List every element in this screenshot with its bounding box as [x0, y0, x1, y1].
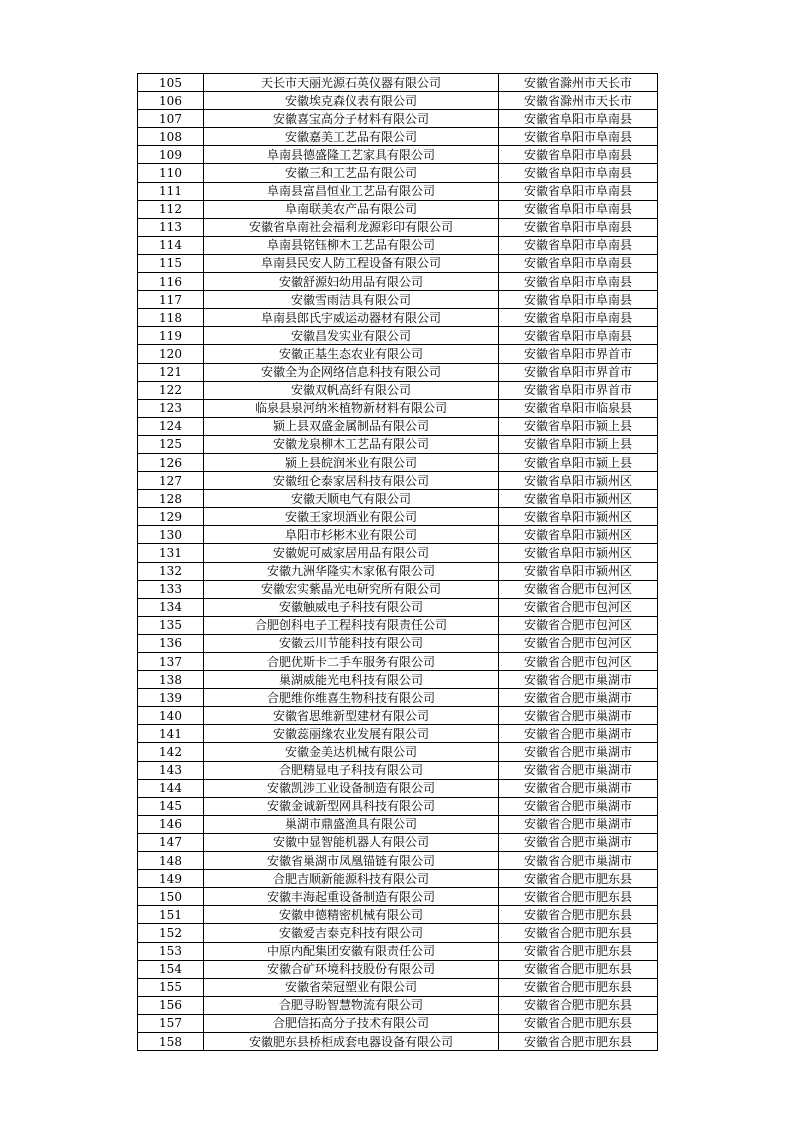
row-number-cell: 154 — [138, 960, 204, 978]
location-cell: 安徽省合肥市肥东县 — [499, 978, 658, 996]
table-row — [138, 779, 658, 797]
company-name-cell: 合肥吉顺新能源科技有限公司 — [204, 870, 499, 888]
table-row — [138, 309, 658, 327]
location-cell: 安徽省阜阳市阜南县 — [499, 218, 658, 236]
table-row — [138, 273, 658, 291]
location-cell: 安徽省合肥市肥东县 — [499, 960, 658, 978]
company-name-cell: 颍上县双盛金属制品有限公司 — [204, 417, 499, 435]
row-number-cell: 109 — [138, 146, 204, 164]
location-cell: 安徽省阜阳市颍上县 — [499, 435, 658, 453]
location-cell: 安徽省合肥市巢湖市 — [499, 779, 658, 797]
company-name-cell: 阜南县德盛隆工艺家具有限公司 — [204, 146, 499, 164]
table-row — [138, 1014, 658, 1032]
location-cell: 安徽省合肥市肥东县 — [499, 870, 658, 888]
company-name-cell: 阜南县铭钰柳木工艺品有限公司 — [204, 236, 499, 254]
company-name-cell: 颍上县皖润米业有限公司 — [204, 453, 499, 471]
company-name-cell: 安徽省思维新型建材有限公司 — [204, 707, 499, 725]
row-number-cell: 106 — [138, 92, 204, 110]
row-number-cell: 131 — [138, 544, 204, 562]
company-name-cell: 安徽妮可威家居用品有限公司 — [204, 544, 499, 562]
row-number-cell: 112 — [138, 200, 204, 218]
company-name-cell: 安徽金美达机械有限公司 — [204, 743, 499, 761]
location-cell: 安徽省阜阳市界首市 — [499, 363, 658, 381]
table-row — [138, 363, 658, 381]
company-name-cell: 阜南县民安人防工程设备有限公司 — [204, 254, 499, 272]
row-number-cell: 132 — [138, 562, 204, 580]
table-row — [138, 435, 658, 453]
table-row — [138, 92, 658, 110]
table-row — [138, 906, 658, 924]
table-row — [138, 689, 658, 707]
company-name-cell: 安徽肥东县桥柜成套电器设备有限公司 — [204, 1032, 499, 1050]
row-number-cell: 142 — [138, 743, 204, 761]
row-number-cell: 116 — [138, 273, 204, 291]
table-row — [138, 164, 658, 182]
location-cell: 安徽省合肥市肥东县 — [499, 888, 658, 906]
table-row — [138, 852, 658, 870]
row-number-cell: 107 — [138, 110, 204, 128]
company-name-cell: 安徽省荣冠塑业有限公司 — [204, 978, 499, 996]
location-cell: 安徽省合肥市肥东县 — [499, 1014, 658, 1032]
location-cell: 安徽省阜阳市阜南县 — [499, 273, 658, 291]
table-row — [138, 74, 658, 92]
company-name-cell: 安徽丰海起重设备制造有限公司 — [204, 888, 499, 906]
company-table-body — [138, 74, 658, 1051]
location-cell: 安徽省阜阳市颍州区 — [499, 472, 658, 490]
row-number-cell: 137 — [138, 653, 204, 671]
company-name-cell: 巢湖市鼎盛渔具有限公司 — [204, 815, 499, 833]
company-name-cell: 安徽嘉美工艺品有限公司 — [204, 128, 499, 146]
table-row — [138, 508, 658, 526]
row-number-cell: 125 — [138, 435, 204, 453]
company-name-cell: 安徽触威电子科技有限公司 — [204, 598, 499, 616]
table-row — [138, 653, 658, 671]
row-number-cell: 141 — [138, 725, 204, 743]
location-cell: 安徽省合肥市包河区 — [499, 616, 658, 634]
table-row — [138, 345, 658, 363]
location-cell: 安徽省阜阳市界首市 — [499, 345, 658, 363]
row-number-cell: 117 — [138, 291, 204, 309]
table-row — [138, 562, 658, 580]
row-number-cell: 138 — [138, 671, 204, 689]
company-name-cell: 安徽省阜南社会福利龙源彩印有限公司 — [204, 218, 499, 236]
company-name-cell: 安徽纽仑泰家居科技有限公司 — [204, 472, 499, 490]
table-row — [138, 870, 658, 888]
location-cell: 安徽省合肥市包河区 — [499, 653, 658, 671]
row-number-cell: 140 — [138, 707, 204, 725]
company-name-cell: 合肥精显电子科技有限公司 — [204, 761, 499, 779]
company-name-cell: 安徽舒源妇幼用品有限公司 — [204, 273, 499, 291]
location-cell: 安徽省滁州市天长市 — [499, 92, 658, 110]
row-number-cell: 139 — [138, 689, 204, 707]
company-name-cell: 中原内配集团安徽有限责任公司 — [204, 942, 499, 960]
table-row — [138, 942, 658, 960]
row-number-cell: 113 — [138, 218, 204, 236]
company-name-cell: 临泉县泉河纳米植物新材料有限公司 — [204, 399, 499, 417]
row-number-cell: 151 — [138, 906, 204, 924]
location-cell: 安徽省合肥市包河区 — [499, 634, 658, 652]
company-name-cell: 安徽九洲华隆实木家俬有限公司 — [204, 562, 499, 580]
location-cell: 安徽省阜阳市颍州区 — [499, 508, 658, 526]
row-number-cell: 145 — [138, 797, 204, 815]
location-cell: 安徽省滁州市天长市 — [499, 74, 658, 92]
row-number-cell: 114 — [138, 236, 204, 254]
company-name-cell: 阜南县郎氏宇威运动器材有限公司 — [204, 309, 499, 327]
row-number-cell: 149 — [138, 870, 204, 888]
table-row — [138, 417, 658, 435]
row-number-cell: 115 — [138, 254, 204, 272]
location-cell: 安徽省合肥市巢湖市 — [499, 689, 658, 707]
company-name-cell: 合肥优斯卡二手车服务有限公司 — [204, 653, 499, 671]
table-row — [138, 218, 658, 236]
row-number-cell: 155 — [138, 978, 204, 996]
location-cell: 安徽省合肥市巢湖市 — [499, 707, 658, 725]
location-cell: 安徽省阜阳市阜南县 — [499, 164, 658, 182]
table-row — [138, 833, 658, 851]
row-number-cell: 127 — [138, 472, 204, 490]
company-name-cell: 天长市天丽光源石英仪器有限公司 — [204, 74, 499, 92]
row-number-cell: 108 — [138, 128, 204, 146]
row-number-cell: 124 — [138, 417, 204, 435]
location-cell: 安徽省阜阳市阜南县 — [499, 146, 658, 164]
row-number-cell: 110 — [138, 164, 204, 182]
row-number-cell: 118 — [138, 309, 204, 327]
row-number-cell: 119 — [138, 327, 204, 345]
company-name-cell: 巢湖威能光电科技有限公司 — [204, 671, 499, 689]
company-name-cell: 安徽雪雨洁具有限公司 — [204, 291, 499, 309]
location-cell: 安徽省合肥市巢湖市 — [499, 815, 658, 833]
row-number-cell: 148 — [138, 852, 204, 870]
row-number-cell: 152 — [138, 924, 204, 942]
table-row — [138, 472, 658, 490]
row-number-cell: 136 — [138, 634, 204, 652]
company-name-cell: 安徽云川节能科技有限公司 — [204, 634, 499, 652]
location-cell: 安徽省阜阳市颍州区 — [499, 562, 658, 580]
company-name-cell: 合肥创科电子工程科技有限责任公司 — [204, 616, 499, 634]
row-number-cell: 157 — [138, 1014, 204, 1032]
location-cell: 安徽省阜阳市阜南县 — [499, 309, 658, 327]
table-row — [138, 996, 658, 1014]
table-row — [138, 743, 658, 761]
location-cell: 安徽省合肥市巢湖市 — [499, 761, 658, 779]
row-number-cell: 123 — [138, 399, 204, 417]
row-number-cell: 146 — [138, 815, 204, 833]
location-cell: 安徽省阜阳市颍州区 — [499, 544, 658, 562]
table-row — [138, 888, 658, 906]
table-row — [138, 707, 658, 725]
location-cell: 安徽省阜阳市阜南县 — [499, 291, 658, 309]
row-number-cell: 105 — [138, 74, 204, 92]
table-row — [138, 110, 658, 128]
table-row — [138, 598, 658, 616]
company-name-cell: 阜阳市杉彬木业有限公司 — [204, 526, 499, 544]
location-cell: 安徽省合肥市肥东县 — [499, 906, 658, 924]
row-number-cell: 126 — [138, 453, 204, 471]
row-number-cell: 121 — [138, 363, 204, 381]
table-row — [138, 182, 658, 200]
company-name-cell: 安徽中显智能机器人有限公司 — [204, 833, 499, 851]
table-row — [138, 490, 658, 508]
location-cell: 安徽省阜阳市阜南县 — [499, 327, 658, 345]
table-row — [138, 200, 658, 218]
row-number-cell: 130 — [138, 526, 204, 544]
table-row — [138, 725, 658, 743]
location-cell: 安徽省阜阳市阜南县 — [499, 128, 658, 146]
table-row — [138, 544, 658, 562]
company-name-cell: 安徽申德精密机械有限公司 — [204, 906, 499, 924]
table-row — [138, 580, 658, 598]
company-name-cell: 安徽合矿环境科技股份有限公司 — [204, 960, 499, 978]
location-cell: 安徽省合肥市肥东县 — [499, 996, 658, 1014]
row-number-cell: 147 — [138, 833, 204, 851]
row-number-cell: 120 — [138, 345, 204, 363]
table-row — [138, 453, 658, 471]
table-row — [138, 526, 658, 544]
location-cell: 安徽省阜阳市界首市 — [499, 381, 658, 399]
company-name-cell: 安徽蕊丽缘农业发展有限公司 — [204, 725, 499, 743]
table-row — [138, 634, 658, 652]
location-cell: 安徽省合肥市巢湖市 — [499, 852, 658, 870]
location-cell: 安徽省合肥市肥东县 — [499, 942, 658, 960]
company-name-cell: 阜南县富昌恒业工艺品有限公司 — [204, 182, 499, 200]
location-cell: 安徽省合肥市巢湖市 — [499, 743, 658, 761]
table-row — [138, 978, 658, 996]
row-number-cell: 133 — [138, 580, 204, 598]
row-number-cell: 122 — [138, 381, 204, 399]
company-name-cell: 阜南联美农产品有限公司 — [204, 200, 499, 218]
company-name-cell: 安徽双帆高纤有限公司 — [204, 381, 499, 399]
location-cell: 安徽省阜阳市颍州区 — [499, 490, 658, 508]
row-number-cell: 158 — [138, 1032, 204, 1050]
company-table — [137, 73, 658, 1051]
table-row — [138, 291, 658, 309]
table-row — [138, 924, 658, 942]
row-number-cell: 134 — [138, 598, 204, 616]
location-cell: 安徽省合肥市巢湖市 — [499, 797, 658, 815]
table-row — [138, 381, 658, 399]
table-row — [138, 254, 658, 272]
location-cell: 安徽省合肥市巢湖市 — [499, 725, 658, 743]
table-row — [138, 797, 658, 815]
location-cell: 安徽省合肥市包河区 — [499, 580, 658, 598]
table-row — [138, 146, 658, 164]
location-cell: 安徽省阜阳市颍上县 — [499, 453, 658, 471]
company-name-cell: 安徽天顺电气有限公司 — [204, 490, 499, 508]
table-row — [138, 399, 658, 417]
table-row — [138, 1032, 658, 1050]
company-name-cell: 安徽全为企网络信息科技有限公司 — [204, 363, 499, 381]
company-name-cell: 安徽昌发实业有限公司 — [204, 327, 499, 345]
company-name-cell: 安徽正基生态农业有限公司 — [204, 345, 499, 363]
location-cell: 安徽省阜阳市阜南县 — [499, 182, 658, 200]
company-name-cell: 合肥维你维喜生物科技有限公司 — [204, 689, 499, 707]
company-name-cell: 安徽三和工艺品有限公司 — [204, 164, 499, 182]
row-number-cell: 143 — [138, 761, 204, 779]
location-cell: 安徽省阜阳市颍州区 — [499, 526, 658, 544]
row-number-cell: 111 — [138, 182, 204, 200]
company-name-cell: 安徽宏实紫晶光电研究所有限公司 — [204, 580, 499, 598]
location-cell: 安徽省阜阳市阜南县 — [499, 254, 658, 272]
location-cell: 安徽省阜阳市阜南县 — [499, 236, 658, 254]
table-row — [138, 815, 658, 833]
location-cell: 安徽省阜阳市阜南县 — [499, 200, 658, 218]
company-name-cell: 安徽凯涉工业设备制造有限公司 — [204, 779, 499, 797]
table-row — [138, 761, 658, 779]
company-name-cell: 安徽龙泉柳木工艺品有限公司 — [204, 435, 499, 453]
company-name-cell: 合肥寻盼智慧物流有限公司 — [204, 996, 499, 1014]
company-name-cell: 安徽爱吉泰克科技有限公司 — [204, 924, 499, 942]
row-number-cell: 135 — [138, 616, 204, 634]
location-cell: 安徽省合肥市肥东县 — [499, 924, 658, 942]
company-name-cell: 安徽省巢湖市凤凰锚链有限公司 — [204, 852, 499, 870]
row-number-cell: 129 — [138, 508, 204, 526]
table-row — [138, 616, 658, 634]
location-cell: 安徽省合肥市包河区 — [499, 598, 658, 616]
location-cell: 安徽省阜阳市临泉县 — [499, 399, 658, 417]
table-row — [138, 128, 658, 146]
location-cell: 安徽省合肥市巢湖市 — [499, 833, 658, 851]
location-cell: 安徽省合肥市肥东县 — [499, 1032, 658, 1050]
row-number-cell: 150 — [138, 888, 204, 906]
table-row — [138, 671, 658, 689]
table-row — [138, 236, 658, 254]
row-number-cell: 156 — [138, 996, 204, 1014]
table-row — [138, 327, 658, 345]
company-name-cell: 安徽王家坝酒业有限公司 — [204, 508, 499, 526]
location-cell: 安徽省阜阳市阜南县 — [499, 110, 658, 128]
location-cell: 安徽省阜阳市颍上县 — [499, 417, 658, 435]
company-name-cell: 安徽金诚新型网具科技有限公司 — [204, 797, 499, 815]
row-number-cell: 128 — [138, 490, 204, 508]
company-name-cell: 安徽埃克森仪表有限公司 — [204, 92, 499, 110]
row-number-cell: 153 — [138, 942, 204, 960]
row-number-cell: 144 — [138, 779, 204, 797]
table-row — [138, 960, 658, 978]
company-name-cell: 安徽喜宝高分子材料有限公司 — [204, 110, 499, 128]
company-name-cell: 合肥信拓高分子技术有限公司 — [204, 1014, 499, 1032]
location-cell: 安徽省合肥市巢湖市 — [499, 671, 658, 689]
